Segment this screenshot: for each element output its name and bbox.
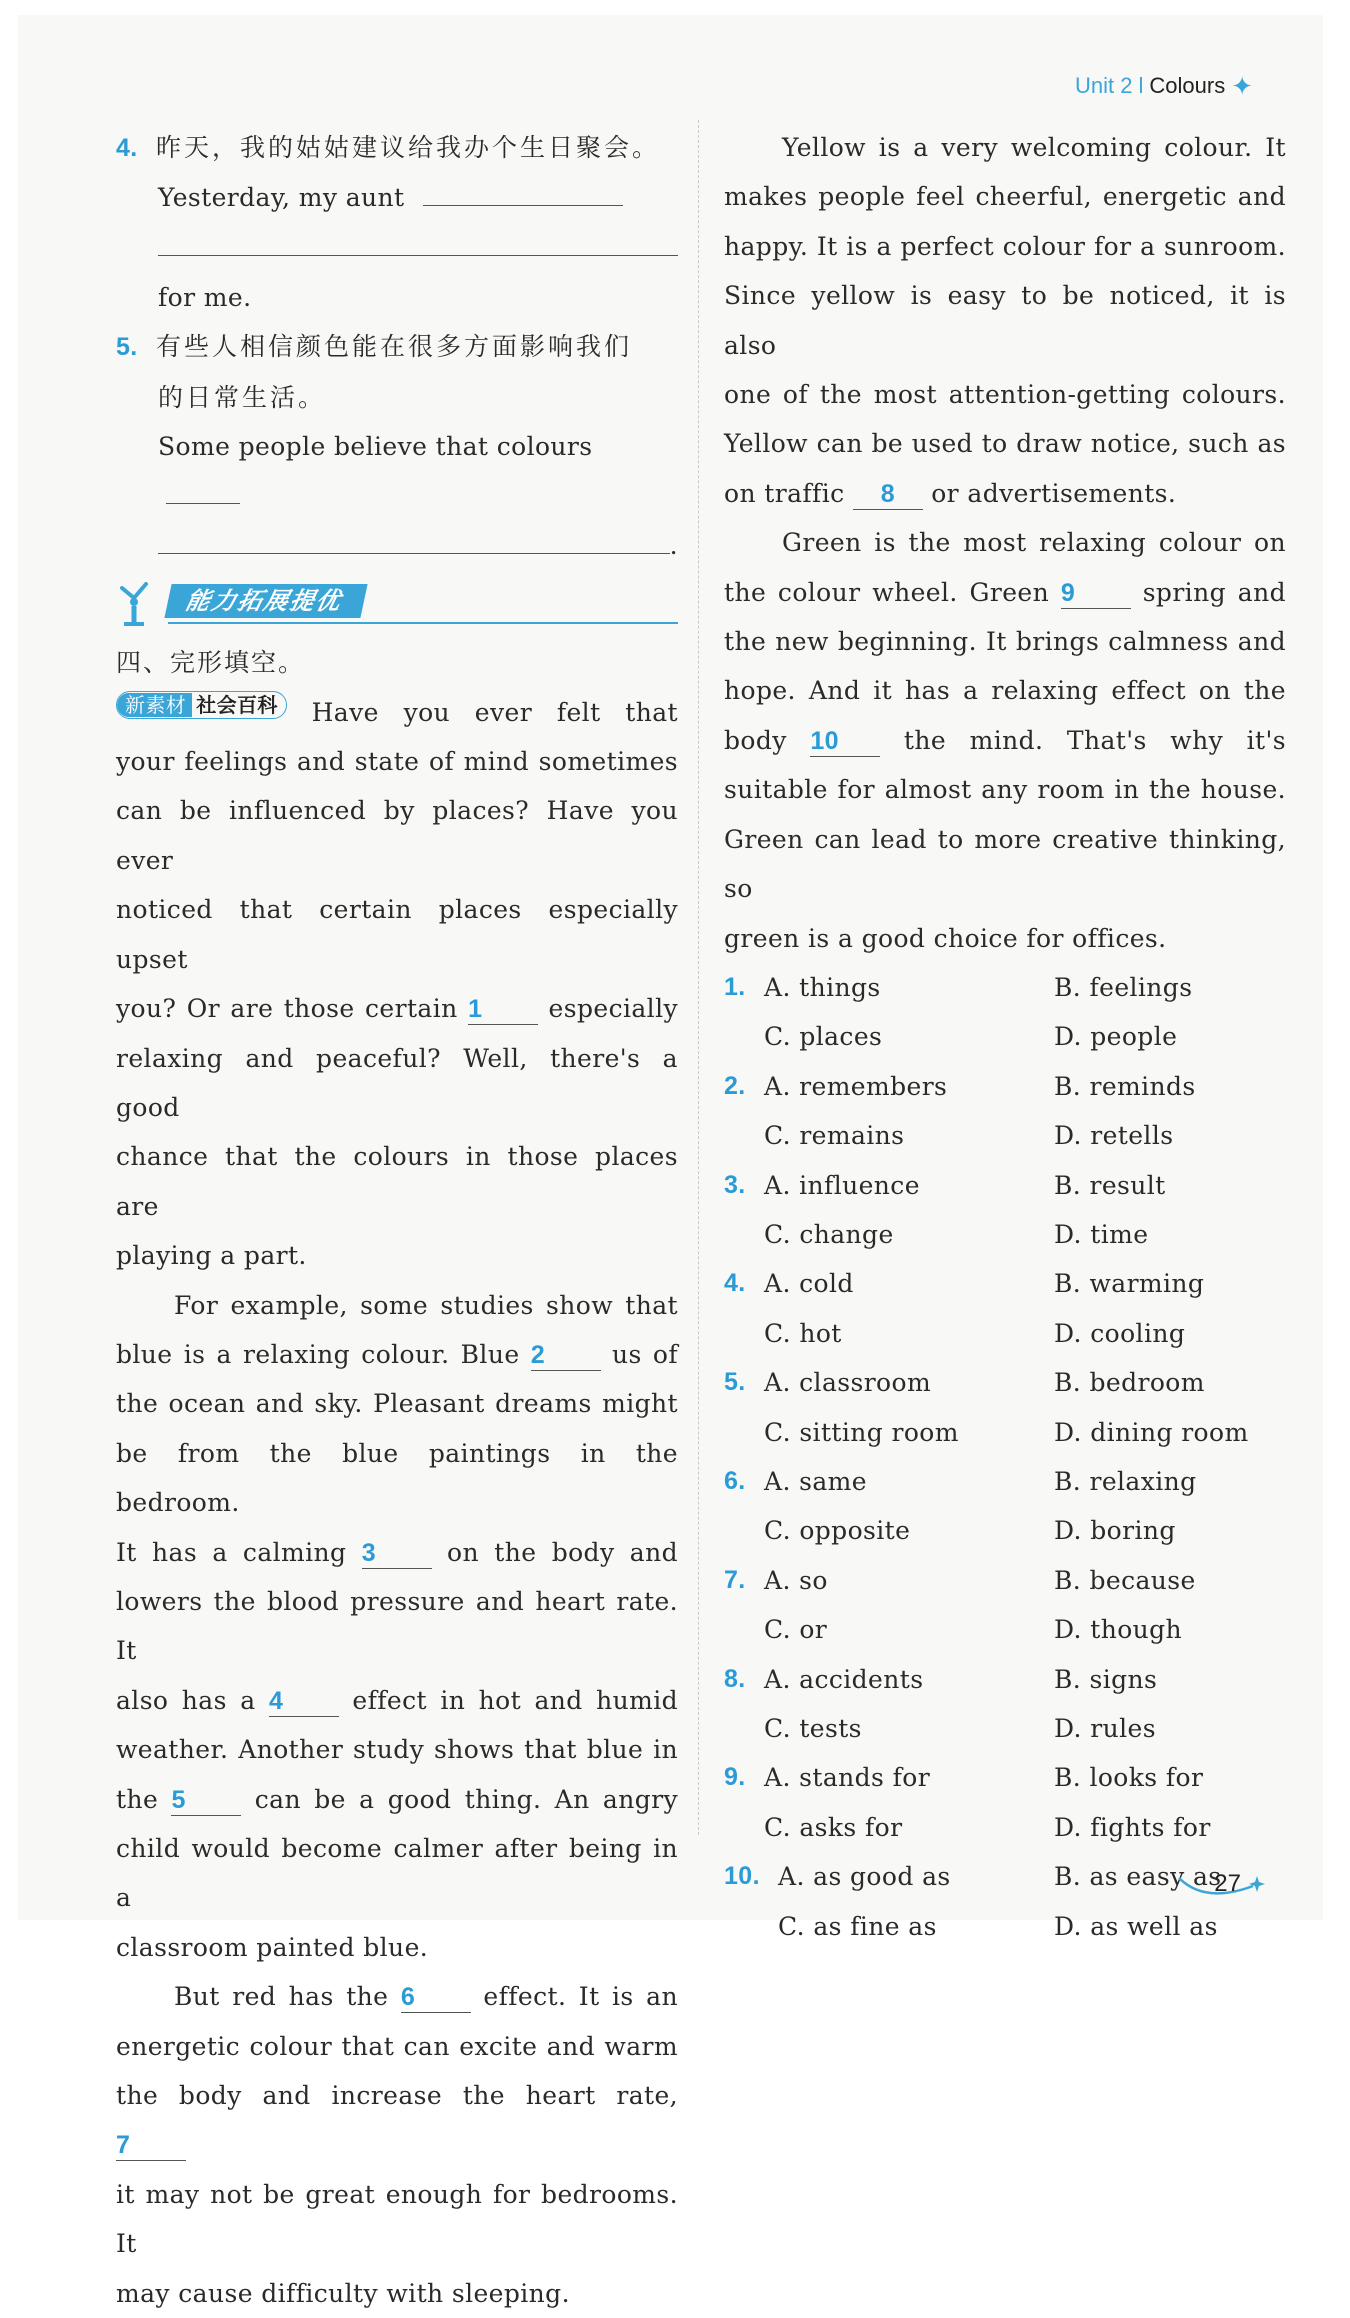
option-c[interactable]: C. tests bbox=[764, 1714, 862, 1743]
text-span: Have you ever felt that bbox=[311, 697, 678, 727]
text-span: or advertisements. bbox=[931, 478, 1177, 508]
option-number: 2. bbox=[724, 1071, 746, 1100]
option-number: 6. bbox=[724, 1466, 746, 1495]
text-span: But red has the bbox=[174, 1982, 389, 2012]
tag-new-material: 新素材 bbox=[117, 693, 192, 717]
unit-title: Colours bbox=[1149, 73, 1226, 98]
text-line: Yellow can be used to draw notice, such as bbox=[724, 429, 1286, 459]
blank-8[interactable]: 8 bbox=[853, 479, 923, 510]
option-number: 7. bbox=[724, 1565, 746, 1594]
option-a[interactable]: A. things bbox=[764, 972, 881, 1002]
option-c[interactable]: C. as fine as bbox=[778, 1911, 937, 1941]
option-number: 4. bbox=[724, 1269, 746, 1298]
text-line: may cause difficulty with sleeping. bbox=[116, 2278, 570, 2308]
option-c[interactable]: C. hot bbox=[764, 1318, 842, 1348]
option-a[interactable]: A. same bbox=[764, 1466, 867, 1496]
text-span: body bbox=[724, 725, 787, 755]
text-line: lowers the blood pressure and heart rate. It bbox=[116, 1586, 678, 1666]
text-line bbox=[116, 984, 678, 1033]
question-5-chinese: 有些人相信颜色能在很多方面影响我们 bbox=[156, 332, 633, 362]
text-span: blue is a relaxing colour. Blue bbox=[116, 1339, 520, 1369]
option-c[interactable]: C. opposite bbox=[764, 1516, 911, 1546]
text-line: hope. And it has a relaxing effect on the bbox=[724, 676, 1286, 706]
option-c[interactable]: C. places bbox=[764, 1022, 883, 1052]
option-d[interactable]: D. people bbox=[1054, 1022, 1178, 1052]
text-line bbox=[116, 688, 678, 737]
blank-2[interactable]: 2 bbox=[531, 1340, 601, 1371]
text-line: suitable for almost any room in the house. bbox=[724, 775, 1286, 805]
answer-line[interactable] bbox=[158, 223, 678, 256]
text-line: one of the most attention-getting colours. bbox=[724, 380, 1286, 410]
text-line: Since yellow is easy to be noticed, it is also bbox=[724, 281, 1286, 360]
option-number: 5. bbox=[724, 1368, 746, 1397]
text-span: on the body and bbox=[447, 1537, 678, 1567]
blank-3[interactable]: 3 bbox=[362, 1538, 432, 1569]
tag-category: 社会百科 bbox=[196, 692, 278, 717]
sentence-end: . bbox=[669, 530, 678, 560]
text-span: spring and bbox=[1142, 577, 1286, 607]
text-span: you? Or are those certain bbox=[116, 994, 458, 1024]
sparkle-icon: ✦ bbox=[1231, 71, 1253, 101]
text-line: it may not be great enough for bedrooms. It bbox=[116, 2179, 678, 2259]
page-number: 27 bbox=[1214, 1870, 1241, 1897]
option-d[interactable]: D. rules bbox=[1054, 1714, 1156, 1743]
option-b[interactable]: B. result bbox=[1054, 1170, 1166, 1200]
text-line: green is a good choice for offices. bbox=[724, 923, 1167, 953]
text-span: the bbox=[116, 1784, 159, 1814]
left-column bbox=[116, 123, 678, 2318]
right-column bbox=[724, 123, 1286, 1951]
text-line bbox=[116, 1775, 678, 1824]
text-span: the colour wheel. Green bbox=[724, 577, 1050, 607]
option-b[interactable]: B. looks for bbox=[1054, 1763, 1204, 1793]
text-span: the mind. That's why it's bbox=[903, 725, 1287, 755]
text-line: the ocean and sky. Pleasant dreams might bbox=[116, 1389, 678, 1419]
option-d[interactable]: D. fights for bbox=[1054, 1812, 1211, 1842]
option-c[interactable]: C. asks for bbox=[764, 1812, 903, 1842]
text-span: especially bbox=[548, 994, 678, 1024]
text-line: classroom painted blue. bbox=[116, 1932, 429, 1962]
option-a[interactable]: A. accidents bbox=[764, 1664, 924, 1694]
option-d[interactable]: D. cooling bbox=[1054, 1318, 1186, 1348]
option-d[interactable]: D. as well as bbox=[1054, 1911, 1218, 1941]
question-5-english bbox=[116, 422, 678, 521]
answer-line[interactable] bbox=[166, 475, 240, 504]
header-separator: l bbox=[1138, 73, 1144, 98]
text-line: makes people feel cheerful, energetic and bbox=[724, 182, 1286, 212]
text-line: happy. It is a perfect colour for a sunroom. bbox=[724, 231, 1286, 261]
option-b[interactable]: B. relaxing bbox=[1054, 1466, 1197, 1496]
question-5 bbox=[116, 322, 678, 372]
paragraph-3 bbox=[116, 1972, 678, 2318]
option-d[interactable]: D. retells bbox=[1054, 1121, 1174, 1151]
text-line: chance that the colours in those places are bbox=[116, 1142, 678, 1221]
answer-line[interactable] bbox=[423, 177, 623, 206]
question-number: 4. bbox=[116, 134, 138, 162]
text-span: It has a calming bbox=[116, 1537, 347, 1567]
question-4-english bbox=[116, 173, 678, 222]
text-line bbox=[116, 1676, 678, 1725]
text-line: energetic colour that can excite and warm bbox=[116, 2031, 678, 2061]
text-line: your feelings and state of mind sometimes bbox=[116, 747, 678, 777]
option-number: 3. bbox=[724, 1170, 746, 1199]
option-d[interactable]: D. though bbox=[1054, 1615, 1183, 1645]
blank-6[interactable]: 6 bbox=[401, 1982, 471, 2013]
paragraph-4 bbox=[724, 123, 1286, 518]
option-d[interactable]: D. boring bbox=[1054, 1516, 1176, 1546]
text-line: playing a part. bbox=[116, 1241, 307, 1271]
option-d[interactable]: D. dining room bbox=[1054, 1417, 1249, 1447]
section-title: 四、完形填空。 bbox=[116, 648, 306, 678]
blank-1[interactable]: 1 bbox=[468, 994, 538, 1025]
text-span: effect in hot and humid bbox=[352, 1685, 678, 1715]
running-header bbox=[1075, 73, 1253, 99]
text-span: the body and increase the heart rate, bbox=[116, 2081, 678, 2111]
option-b[interactable]: B. as easy as bbox=[1054, 1862, 1222, 1892]
option-number: 9. bbox=[724, 1763, 746, 1792]
blank-9[interactable]: 9 bbox=[1061, 578, 1131, 609]
material-tag bbox=[116, 691, 287, 719]
option-a[interactable]: A. remembers bbox=[764, 1071, 948, 1101]
banner-label: 能力拓展提优 bbox=[164, 584, 367, 618]
option-b[interactable]: B. bedroom bbox=[1054, 1368, 1205, 1398]
text-line: child would become calmer after being in a bbox=[116, 1834, 678, 1913]
option-d[interactable]: D. time bbox=[1054, 1219, 1149, 1249]
text-line: weather. Another study shows that blue in bbox=[116, 1735, 678, 1765]
text-line: be from the blue paintings in the bedroom. bbox=[116, 1438, 678, 1518]
option-b[interactable]: B. because bbox=[1054, 1565, 1196, 1595]
option-c[interactable]: C. or bbox=[764, 1615, 828, 1645]
text-line: the new beginning. It brings calmness and bbox=[724, 627, 1286, 657]
paragraph-2 bbox=[116, 1281, 678, 1973]
option-b[interactable]: B. signs bbox=[1054, 1664, 1158, 1694]
option-a[interactable]: A. as good as bbox=[778, 1862, 951, 1892]
option-a[interactable]: A. influence bbox=[764, 1170, 920, 1200]
option-c[interactable]: C. sitting room bbox=[764, 1417, 959, 1447]
text-line bbox=[116, 2071, 678, 2170]
text-span: also has a bbox=[116, 1685, 256, 1715]
option-c[interactable]: C. change bbox=[764, 1219, 894, 1249]
text-line bbox=[724, 716, 1286, 765]
unit-label: Unit 2 bbox=[1075, 73, 1133, 98]
text-span: can be a good thing. An angry bbox=[254, 1784, 678, 1814]
text-line bbox=[116, 1330, 678, 1379]
text-line: Green can lead to more creative thinking, so bbox=[724, 824, 1286, 904]
section-banner bbox=[116, 578, 678, 634]
option-a[interactable]: A. cold bbox=[764, 1269, 854, 1299]
question-4 bbox=[116, 123, 678, 173]
option-a[interactable]: A. so bbox=[764, 1565, 828, 1595]
question-number: 5. bbox=[116, 333, 138, 362]
option-c[interactable]: C. remains bbox=[764, 1121, 905, 1151]
text-line: can be influenced by places? Have you ever bbox=[116, 796, 678, 875]
option-a[interactable]: A. classroom bbox=[764, 1368, 932, 1398]
paragraph-5 bbox=[724, 518, 1286, 963]
sentence-end: for me. bbox=[158, 282, 252, 312]
banner-rule bbox=[168, 622, 678, 624]
blank-5[interactable]: 5 bbox=[171, 1785, 241, 1816]
blank-10[interactable]: 10 bbox=[810, 726, 880, 757]
page bbox=[18, 15, 1323, 2308]
option-b[interactable]: B. warming bbox=[1054, 1269, 1205, 1299]
figure-icon bbox=[118, 582, 152, 628]
text-span: on traffic bbox=[724, 478, 845, 508]
option-number: 8. bbox=[724, 1664, 746, 1693]
question-4-chinese: 昨天，我的姑姑建议给我办个生日聚会。 bbox=[156, 133, 661, 162]
text-line bbox=[724, 568, 1286, 617]
answer-line[interactable] bbox=[158, 521, 670, 554]
text-line bbox=[116, 1528, 678, 1577]
question-5-line bbox=[158, 521, 678, 570]
blank-7[interactable]: 7 bbox=[116, 2130, 186, 2161]
text-line bbox=[724, 469, 1286, 518]
option-b[interactable]: B. reminds bbox=[1054, 1071, 1196, 1101]
text-span: us of bbox=[611, 1339, 678, 1369]
text-line: For example, some studies show that bbox=[174, 1290, 678, 1320]
option-b[interactable]: B. feelings bbox=[1054, 972, 1193, 1002]
option-number: 10. bbox=[724, 1862, 760, 1891]
text-line: noticed that certain places especially upset bbox=[116, 895, 678, 974]
text-line: Green is the most relaxing colour on bbox=[782, 528, 1286, 558]
sentence-start: Some people believe that colours bbox=[158, 432, 593, 462]
paragraph-1 bbox=[116, 688, 678, 1281]
text-line: Yellow is a very welcoming colour. It bbox=[782, 133, 1286, 162]
question-5-chinese-cont: 的日常生活。 bbox=[158, 382, 327, 412]
sentence-start: Yesterday, my aunt bbox=[158, 183, 405, 213]
option-a[interactable]: A. stands for bbox=[764, 1763, 931, 1793]
options-list bbox=[724, 963, 1286, 1951]
column-divider bbox=[698, 120, 699, 1835]
option-number: 1. bbox=[724, 972, 746, 1001]
text-line bbox=[116, 1972, 678, 2021]
text-line: relaxing and peaceful? Well, there's a good bbox=[116, 1043, 678, 1122]
text-span: effect. It is an bbox=[483, 1982, 678, 2012]
blank-4[interactable]: 4 bbox=[269, 1686, 339, 1717]
